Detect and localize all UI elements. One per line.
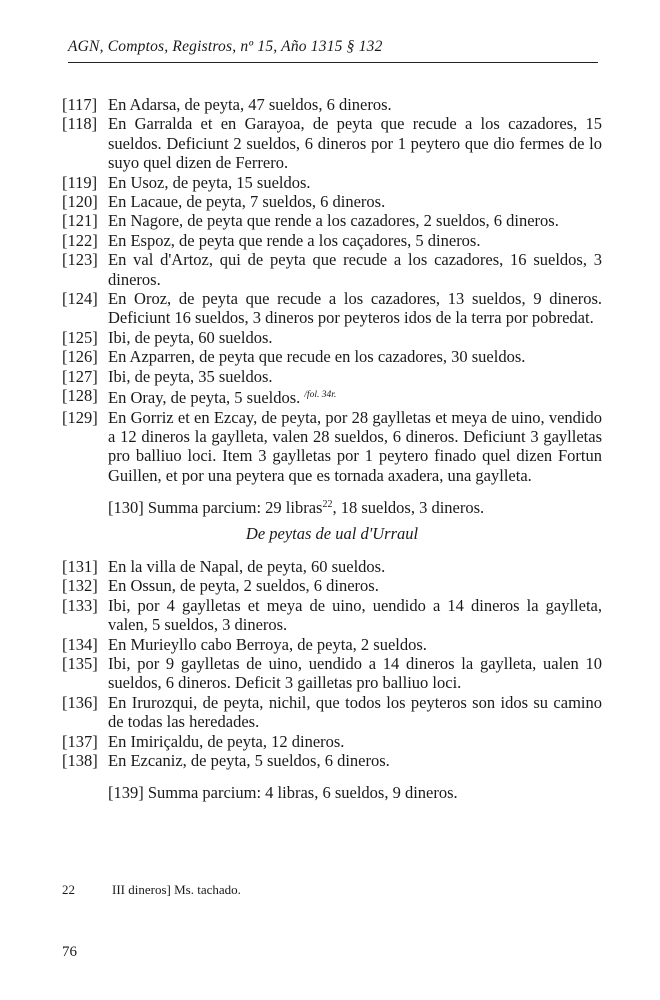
entry-text: En val d'Artoz, qui de peyta que recude a los cazadores, 16 sueldos, 3 dineros. [108,250,602,289]
entry [62,732,602,751]
footnote-text: III dineros] Ms. tachado. [112,882,241,897]
entry-number: [119] [62,172,98,192]
entry-number: [137] [62,731,98,751]
entry-number: [122] [62,230,98,250]
entry [62,328,602,347]
entry-text: Ibi, de peyta, 35 sueldos. [108,366,273,386]
entry [62,576,602,595]
entry-number: [118] [62,114,98,134]
entry-text: En Adarsa, de peyta, 47 sueldos, 6 dineros. [108,95,392,114]
folio-marker: /fol. 34r. [304,390,337,401]
entry-number: [138] [62,751,98,771]
footnote-number: 22 [62,882,75,897]
entry [62,211,602,230]
entry-text: En Nagore, de peyta que rende a los cazadores, 2 sueldos, 6 dineros. [108,211,559,231]
entry-text: Ibi, de peyta, 60 sueldos. [108,327,273,347]
entry [62,347,602,366]
entries-block-2 [62,557,602,803]
sum-text: [130] Summa parcium: 29 libras [108,498,323,518]
entry-number: [135] [62,654,98,674]
entry [62,231,602,250]
entry-number: [132] [62,576,98,596]
entry-text: En Gorriz et en Ezcay, de peyta, por 28 gaylletas et meya de uino, vendido a 12 dineros la gaylleta, valen 28 sueldos, 6 dineros. Deficiunt 3 gaylletas pro balliuo loci. Item 3 gaylletas por 1 peytero finado quel dizen Fortun Guillen, et por una peytera que es tornada axadera, una gaylleta. [108,407,602,485]
entry-text: En Lacaue, de peyta, 7 sueldos, 6 dineros. [108,192,386,212]
entry [62,289,602,328]
entry-number: [120] [62,192,98,212]
entry [62,192,602,211]
entry [62,250,602,289]
entry [62,367,602,386]
partial-sum: [139] Summa parcium: 4 libras, 6 sueldos, 9 dineros. [108,783,458,803]
entry [62,654,602,693]
entry-number: [121] [62,211,98,231]
running-header: AGN, Comptos, Registros, nº 15, Año 1315 § 132 [68,38,383,55]
entry-text [108,386,602,407]
entry-text: En Irurozqui, de peyta, nichil, que todos los peyteros son idos su camino de todas las heredades. [108,692,602,732]
entry-text: Ibi, por 9 gaylletas de uino, uendido a 14 dineros la gaylleta, ualen 10 sueldos, 6 dineros. Deficit 3 gailletas pro balliuo loci. [108,654,602,693]
entry-text: En Murieyllo cabo Berroya, de peyta, 2 sueldos. [108,634,427,654]
partial-sum [108,498,602,517]
entries-block-1 [62,95,602,518]
entry-number: [128] [62,386,98,406]
entry [62,635,602,654]
entry-text: En Oroz, de peyta que recude a los cazadores, 13 sueldos, 9 dineros. Deficiunt 16 sueldos, 3 dineros por peyteros idos de la terra por pobredat. [108,289,602,328]
section-title: De peytas de ual d'Urraul [245,524,419,543]
entry-number: [127] [62,366,98,386]
entry-text: En Espoz, de peyta que rende a los caçadores, 5 dineros. [108,230,481,250]
entry-text: En Garralda et en Garayoa, de peyta que recude a los cazadores, 15 sueldos. Deficiunt 2 sueldos, 6 dineros por 1 peytero que dio fermes de lo suyo quel dizen de Ferrero. [108,114,602,173]
sum-text-rest: , 18 sueldos, 3 dineros. [332,498,485,518]
entry [62,557,602,576]
entry-number: [125] [62,327,98,347]
entry [62,596,602,635]
entry [62,408,602,486]
entry-number: [123] [62,250,98,270]
entry-text: En la villa de Napal, de peyta, 60 sueldos. [108,557,386,576]
entry [62,95,602,114]
entry-text: En Imiriçaldu, de peyta, 12 dineros. [108,731,345,751]
entry-number: [124] [62,289,98,309]
entry [62,114,602,172]
entry-text: En Azparren, de peyta que recude en los cazadores, 30 sueldos. [108,347,526,367]
entry-number: [134] [62,634,98,654]
entry-text: En Usoz, de peyta, 15 sueldos. [108,172,311,192]
entry-text: En Ezcaniz, de peyta, 5 sueldos, 6 dineros. [108,751,390,771]
entry-number: [129] [62,407,98,427]
entry-number: [133] [62,595,98,615]
entry-text: En Ossun, de peyta, 2 sueldos, 6 dineros. [108,576,379,596]
footnote [62,882,241,898]
entry [62,386,602,407]
entry [62,751,602,770]
entry [62,173,602,192]
entry-number: [117] [62,95,98,114]
entry-text: Ibi, por 4 gaylletas et meya de uino, uendido a 14 dineros la gaylleta, valen, 5 sueldos, 3 dineros. [108,595,602,635]
entry-128-text: En Oray, de peyta, 5 sueldos. [108,388,301,408]
page-number: 76 [62,944,77,960]
entry-number: [131] [62,557,98,576]
entry-number: [136] [62,692,98,712]
entry [62,693,602,732]
header-rule [68,62,598,63]
entry-number: [126] [62,347,98,367]
footnote-ref: 22 [322,499,333,511]
